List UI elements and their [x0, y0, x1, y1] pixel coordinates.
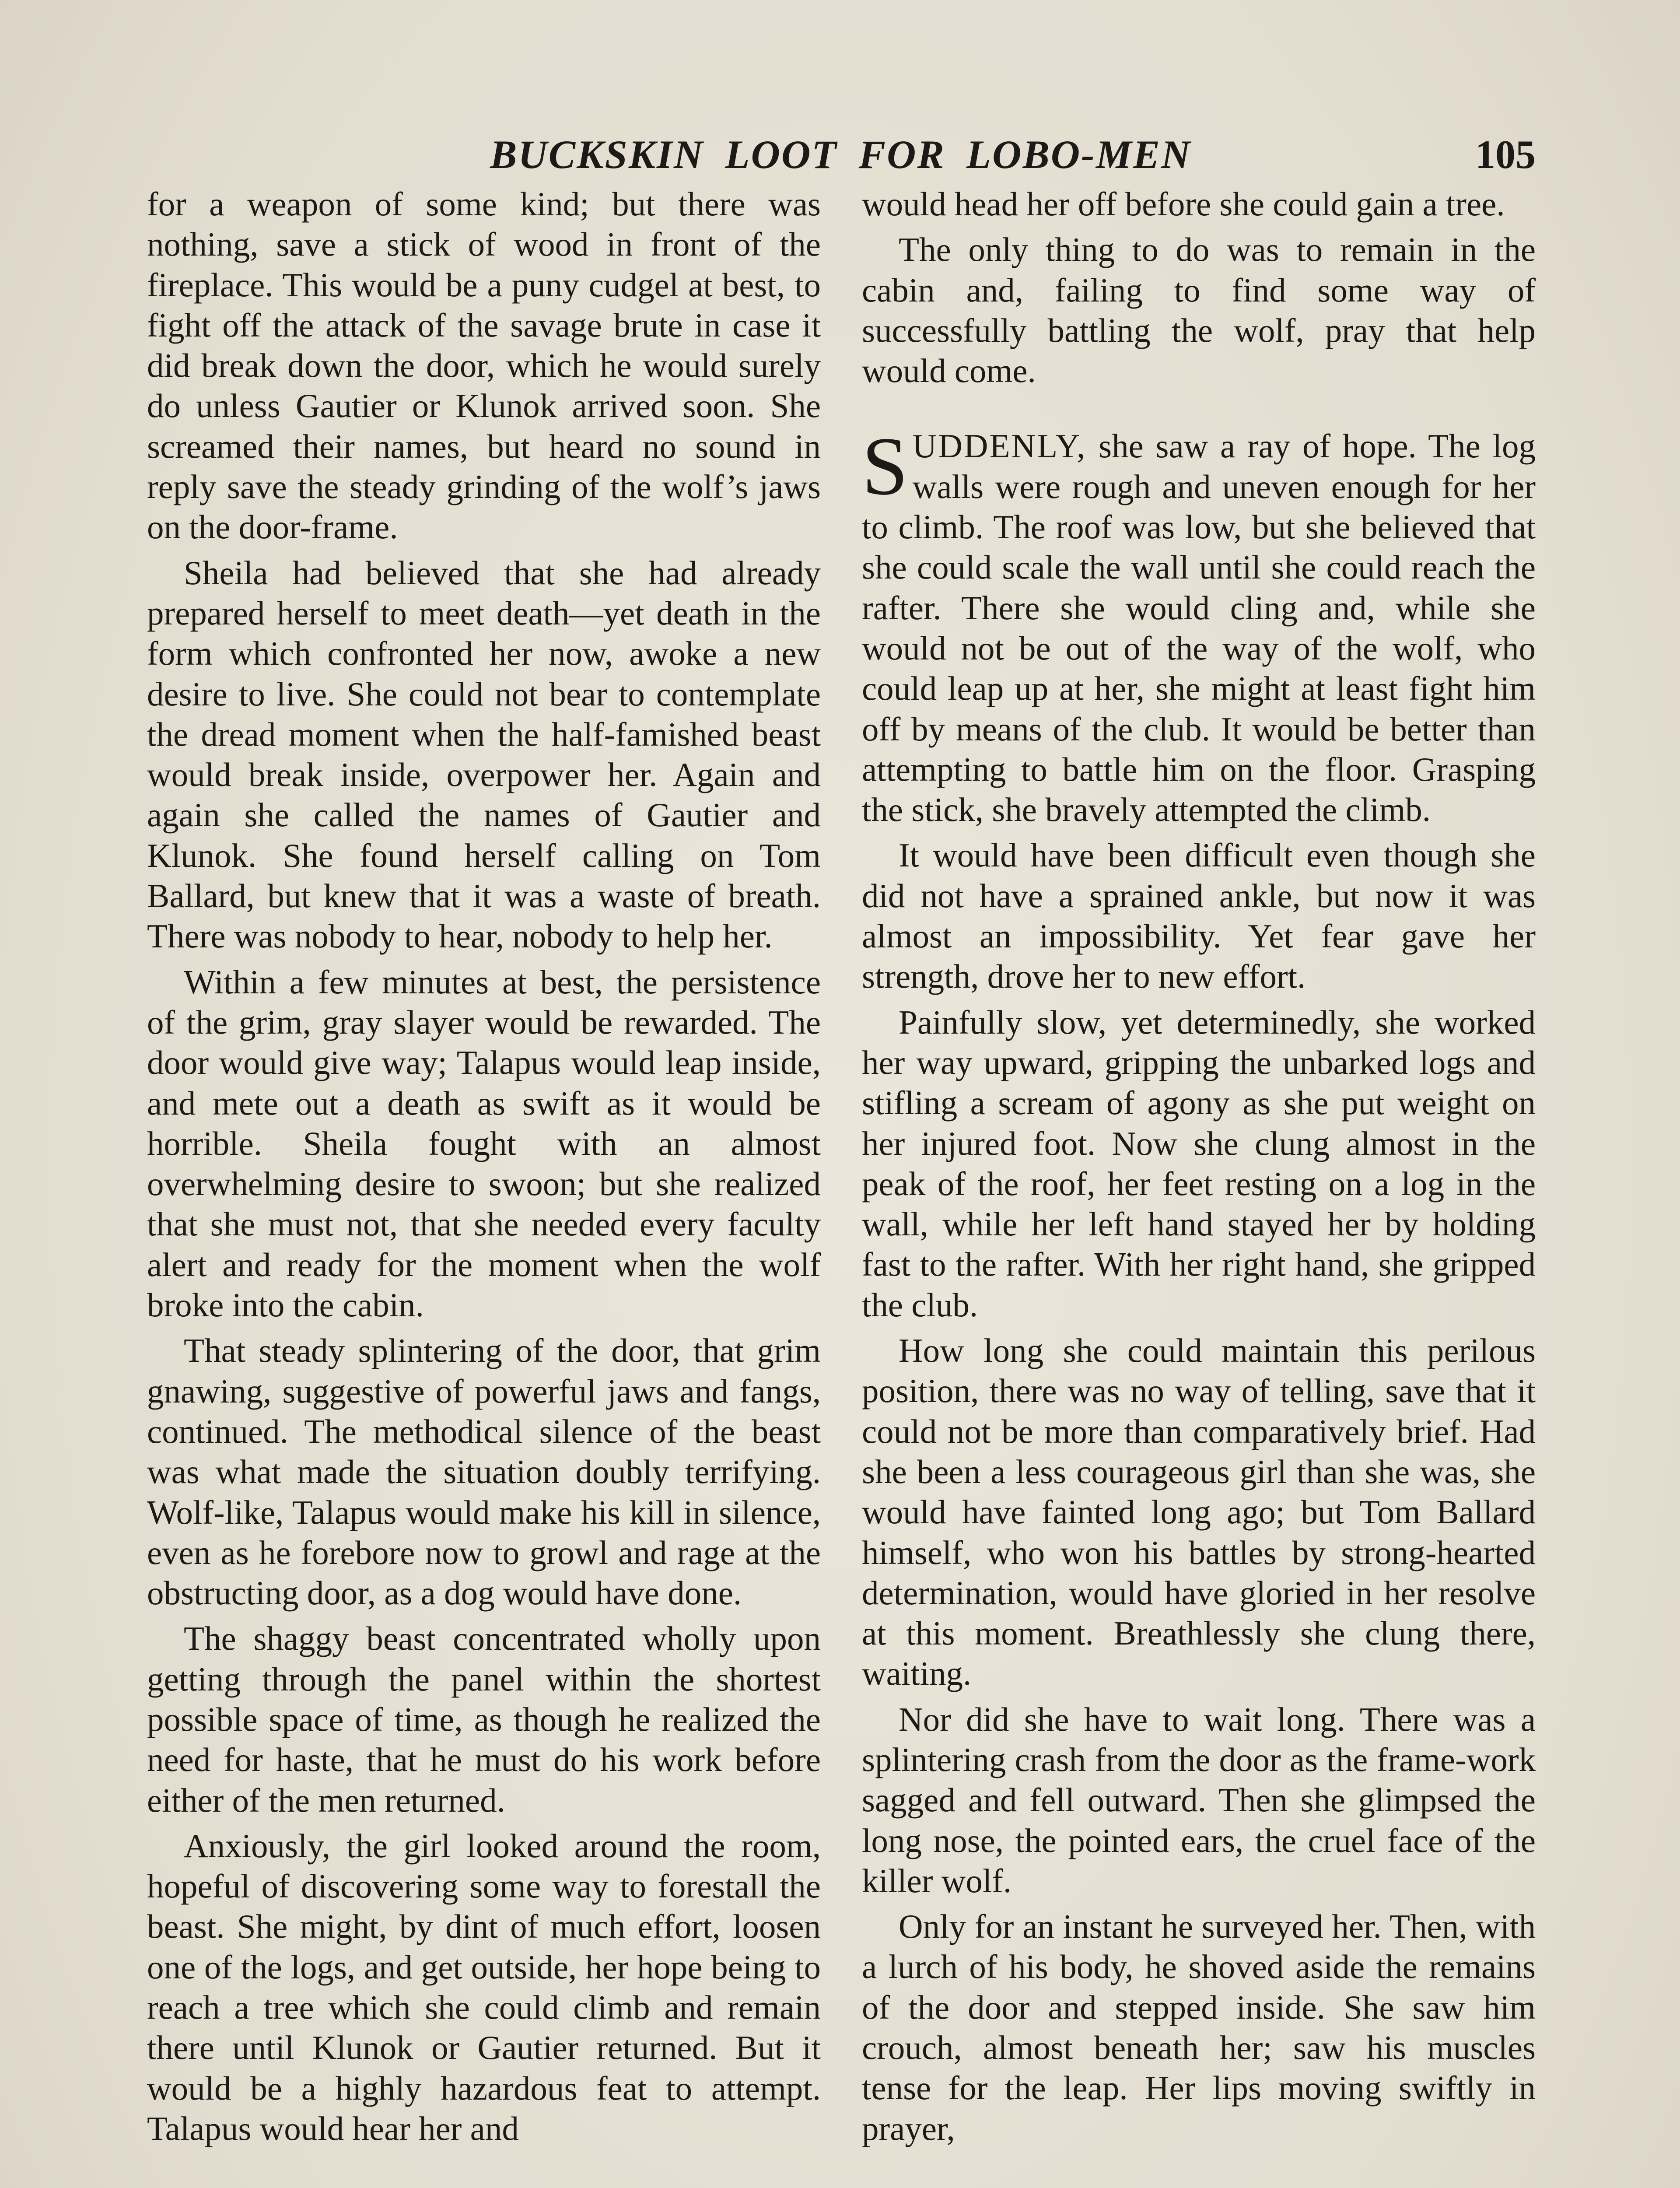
running-title: BUCKSKIN LOOT FOR LOBO-MEN [490, 132, 1192, 177]
paragraph: How long she could maintain this perilous position, there was no way of telling, save that it could not be more than comparatively brief. Had she been a less courageous girl than she was, she would have fainted long ago; but Tom Ballard himself, who won his battles by strong-hearted determination, would have gloried in her resolve at this moment. Breathlessly she clung there, waiting. [862, 1332, 1536, 1693]
section-opening-paragraph [862, 421, 1536, 830]
paragraph: Only for an instant he surveyed her. Then, with a lurch of his body, he shoved aside the remains of the door and stepped inside. She saw him crouch, almost beneath her; saw his muscles tense for the leap. Her lips moving swiftly in prayer, [862, 1907, 1536, 2147]
drop-cap: S [862, 421, 908, 513]
page-number: 105 [1475, 132, 1536, 177]
paragraph: Painfully slow, yet determinedly, she worked her way upward, gripping the unbarked logs and stifling a scream of agony as she put weight on her injured foot. Now she clung almost in the peak of the roof, her feet resting on a log in the wall, while her left hand stayed her by holding fast to the rafter. With her right hand, she gripped the club. [862, 1003, 1536, 1324]
page-header [490, 131, 1536, 179]
paragraph: It would have been difficult even though she did not have a sprained ankle, but now it was almost an impossibility. Yet fear gave her strength, drove her to new effort. [862, 836, 1536, 996]
paragraph: for a weapon of some kind; but there was nothing, save a stick of wood in front of the fireplace. This would be a puny cudgel at best, to fight off the attack of the savage brute in case it did break down the door, which he would surely do unless Gautier or Klunok arrived soon. She screamed their names, but heard no sound in reply save the steady grinding of the wolf’s jaws on the door-frame. [147, 185, 821, 546]
paragraph: Within a few minutes at best, the persistence of the grim, gray slayer would be rewarded. The door would give way; Talapus would leap inside, and mete out a death as swift as it would be horrible. Sheila fought with an almost overwhelming desire to swoon; but she realized that she must not, that she needed every faculty alert and ready for the moment when the wolf broke into the cabin. [147, 963, 821, 1324]
left-column [147, 184, 821, 2154]
paragraph-text: she saw a ray of hope. The log walls were rough and uneven enough for her to climb. The roof was low, but she believed that she could scale the wall until she could reach the rafter. There she would cling and, while she would not be out of the way of the wolf, who could leap up at her, she might at least fight him off by means of the club. It would be better than attempting to battle him on the floor. Grasping the stick, she bravely attempted the climb. [862, 427, 1536, 829]
paragraph: Anxiously, the girl looked around the room, hopeful of discovering some way to forestall the beast. She might, by dint of much effort, loosen one of the logs, and get outside, her hope being to reach a tree which she could climb and remain there until Klunok or Gautier returned. But it would be a highly hazardous feat to attempt. Talapus would hear her and [147, 1827, 821, 2147]
paragraph: Nor did she have to wait long. There was a splintering crash from the door as the frame-work sagged and fell outward. Then she glimpsed the long nose, the pointed ears, the cruel face of the killer wolf. [862, 1700, 1536, 1900]
right-column [862, 184, 1536, 2154]
paragraph: would head her off before she could gain a tree. [862, 185, 1505, 223]
paragraph: The only thing to do was to remain in the cabin and, failing to find some way of successfully battling the wolf, pray that help would come. [862, 231, 1536, 390]
paragraph: Sheila had believed that she had already prepared herself to meet death—yet death in the form which confronted her now, awoke a new desire to live. She could not bear to contemplate the dread moment when the half-famished beast would break inside, overpower her. Again and again she called the names of Gautier and Klunok. She found herself calling on Tom Ballard, but knew that it was a waste of breath. There was nobody to hear, nobody to help her. [147, 554, 821, 955]
paragraph: That steady splintering of the door, that grim gnawing, suggestive of powerful jaws and fangs, continued. The methodical silence of the beast was what made the situation doubly terrifying. Wolf-like, Talapus would make his kill in silence, even as he forebore now to growl and rage at the obstructing door, as a dog would have done. [147, 1332, 821, 1612]
lead-caps: UDDENLY, [912, 427, 1087, 465]
paragraph: The shaggy beast concentrated wholly upon getting through the panel within the shortest possible space of time, as though he realized the need for haste, that he must do his work before either of the men returned. [147, 1620, 821, 1819]
